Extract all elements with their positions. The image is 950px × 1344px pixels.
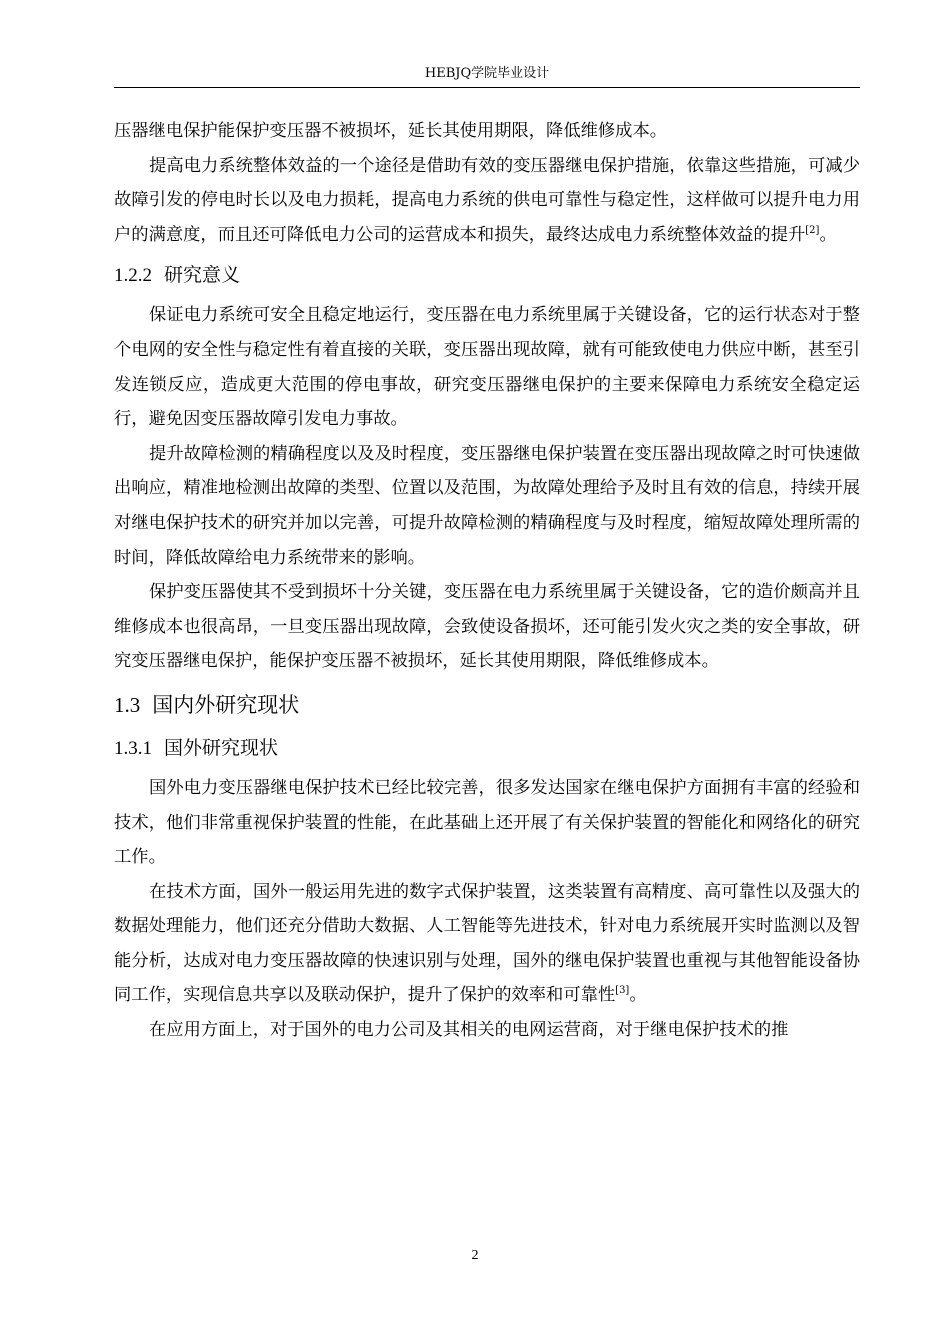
section-title: 国内外研究现状 xyxy=(152,692,300,717)
page-header: HEBJQ学院毕业设计 xyxy=(424,66,550,81)
paragraph-end: 。 xyxy=(629,985,647,1006)
paragraph: 在应用方面上，对于国外的电力公司及其相关的电网运营商，对于继电保护技术的推 xyxy=(149,1020,789,1041)
paragraph-end: 。 xyxy=(819,224,837,245)
paragraph: 压器继电保护能保护变压器不被损坏，延长其使用期限，降低维修成本。 xyxy=(114,121,668,141)
section-heading-1-3 xyxy=(114,685,860,725)
document-body xyxy=(114,114,860,1048)
section-number: 1.3 xyxy=(114,692,141,717)
paragraph-text: 在技术方面，国外一般运用先进的数字式保护装置，这类装置有高精度、高可靠性以及强大的数据处理能力，他们还充分借助大数据、人工智能等先进技术，针对电力系统展开实时监测以及智能分析，达成对电力变压器故障的快速识别与处理，国外的继电保护装置也重视与其他智能设备协同工作，实现信息共享以及联动保护，提升了保护的效率和可靠性 xyxy=(114,881,860,1006)
paragraph-text: 提高电力系统整体效益的一个途径是借助有效的变压器继电保护措施，依靠这些措施，可减少故障引发的停电时长以及电力损耗，提高电力系统的供电可靠性与稳定性，这样做可以提升电力用户的满意度，而且还可降低电力公司的运营成本和损失，最终达成电力系统整体效益的提升 xyxy=(114,155,860,245)
paragraph xyxy=(114,149,860,253)
paragraph: 保护变压器使其不受到损坏十分关键，变压器在电力系统里属于关键设备，它的造价颇高并且维修成本也很高昂，一旦变压器出现故障，会致使设备损坏，还可能引发火灾之类的安全事故，研究变压器继电保护，能保护变压器不被损坏，延长其使用期限，降低维修成本。 xyxy=(114,582,860,672)
section-title: 国外研究现状 xyxy=(164,736,279,759)
paragraph: 提升故障检测的精确程度以及及时程度，变压器继电保护装置在变压器出现故障之时可快速做出响应，精准地检测出故障的类型、位置以及范围，为故障处理给予及时且有效的信息，持续开展对继电保护技术的研究并加以完善，可提升故障检测的精确程度与及时程度，缩短故障处理所需的时间，降低故障给电力系统带来的影响。 xyxy=(114,443,860,568)
section-heading-1-2-2 xyxy=(114,256,860,295)
section-heading-1-3-1 xyxy=(114,729,860,768)
section-title: 研究意义 xyxy=(164,264,241,287)
paragraph xyxy=(114,875,860,1013)
section-number: 1.3.1 xyxy=(114,737,152,759)
section-number: 1.2.2 xyxy=(114,265,152,287)
paragraph: 保证电力系统可安全且稳定地运行，变压器在电力系统里属于关键设备，它的运行状态对于整个电网的安全性与稳定性有着直接的关联，变压器出现故障，就有可能致使电力供应中断，甚至引发连锁反应，造成更大范围的停电事故，研究变压器继电保护的主要来保障电力系统安全稳定运行，避免因变压器故障引发电力事故。 xyxy=(114,305,860,430)
page-number: 2 xyxy=(471,1248,479,1263)
header-divider xyxy=(114,87,860,88)
paragraph: 国外电力变压器继电保护技术已经比较完善，很多发达国家在继电保护方面拥有丰富的经验和技术，他们非常重视保护装置的性能，在此基础上还开展了有关保护装置的智能化和网络化的研究工作。 xyxy=(114,777,860,868)
citation-ref: [3] xyxy=(615,985,630,997)
citation-ref: [2] xyxy=(805,224,820,236)
